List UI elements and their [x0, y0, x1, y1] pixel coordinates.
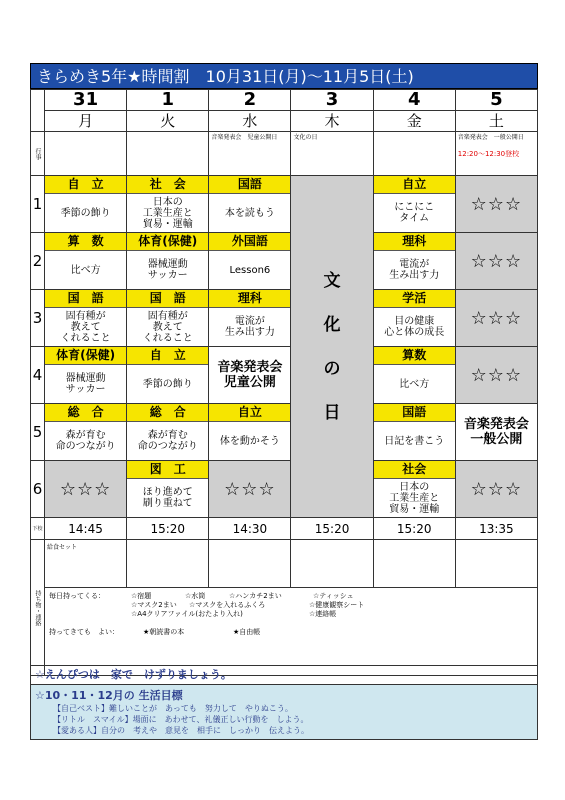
period-row: [31, 290, 538, 347]
lesson-cell: [45, 290, 127, 347]
notes-item: ★朝読書の本: [143, 628, 185, 636]
timetable-sheet: [30, 63, 538, 676]
subject-label: 算 数: [45, 233, 126, 251]
subject-label: 体育(保健): [127, 233, 208, 251]
period-row: [31, 461, 538, 518]
period-row: [31, 347, 538, 404]
period-row: [31, 233, 538, 290]
lesson-cell: [127, 347, 209, 404]
timetable: [30, 89, 538, 676]
page-title: きらめき5年★時間割 10月31日(月)～11月5日(土): [30, 63, 538, 89]
holiday-char: の: [323, 358, 341, 379]
subject-label: 外国語: [209, 233, 290, 251]
period-row: [31, 404, 538, 461]
lesson-content: 季節の飾り: [60, 207, 111, 219]
lesson-cell: [127, 461, 209, 518]
items-cell: [373, 540, 455, 588]
lesson-cell: [209, 404, 291, 461]
notes-daily-label: 毎日持ってくる：: [49, 592, 105, 600]
lesson-content: 電流が 生み出す力: [389, 259, 440, 281]
corner-cell: [31, 90, 45, 132]
notes-item: ☆マスクを入れるふくろ: [189, 601, 266, 609]
dismissal-time: 14:30: [209, 518, 291, 540]
lesson-content: 固有種が 教えて くれること: [60, 310, 111, 344]
notes-optional-label: 持ってきても よい：: [49, 628, 119, 636]
lesson-content: Lesson6: [229, 264, 271, 276]
free-period-stars: ☆☆☆: [455, 233, 537, 290]
subject-label: 社 会: [127, 176, 208, 194]
day-number: 3: [291, 90, 373, 111]
subject-label: 総 合: [45, 404, 126, 422]
notes-cell: [45, 588, 538, 676]
lesson-cell: [373, 290, 455, 347]
event-cell: [373, 132, 455, 176]
subject-label: 自立: [209, 404, 290, 422]
lesson-cell: [373, 461, 455, 518]
goals-heading: ☆10・11・12月の 生活目標: [35, 689, 183, 702]
event-text: 音楽発表会 一般公開日: [457, 134, 524, 141]
event-cell: [291, 132, 373, 176]
event-text: 音楽発表会 児童公開日: [211, 134, 278, 141]
lesson-content: 固有種が 教えて くれること: [142, 310, 193, 344]
event-text: 文化の日: [293, 134, 318, 141]
subject-label: 国語: [209, 176, 290, 194]
lesson-content: 日本の 工業生産と 貿易・運輸: [142, 196, 193, 230]
day-number: 1: [127, 90, 209, 111]
free-period-stars: ☆☆☆: [455, 347, 537, 404]
notes-item: ☆A4クリアファイル(おたより入れ): [131, 610, 243, 618]
lesson-cell: [127, 176, 209, 233]
day-number: 31: [45, 90, 127, 111]
subject-label: 図 工: [127, 461, 208, 479]
lesson-cell: [373, 404, 455, 461]
day-name-row: [31, 111, 538, 132]
goal-line: 【愛ある人】自分の 考えや 意見を 相手に しっかり 伝えよう。: [53, 726, 309, 735]
lesson-content: 器械運動 サッカー: [147, 259, 188, 281]
period-row: [31, 176, 538, 233]
subject-label: 自 立: [127, 347, 208, 365]
notes-item: ★自由帳: [233, 628, 261, 636]
lesson-content: 比べ方: [70, 264, 101, 276]
lesson-content: 体を動かそう: [219, 435, 280, 447]
event-cell: [209, 132, 291, 176]
dismissal-time: 13:35: [455, 518, 537, 540]
dismissal-row: [31, 518, 538, 540]
lesson-content: 日記を書こう: [384, 435, 445, 447]
lesson-cell: [45, 233, 127, 290]
subject-label: 国語: [374, 404, 455, 422]
free-period-stars: ☆☆☆: [455, 176, 537, 233]
holiday-cell: [291, 176, 373, 518]
lesson-cell: [127, 233, 209, 290]
dismissal-time: 15:20: [373, 518, 455, 540]
period-number: 3: [31, 290, 45, 347]
lesson-cell: [127, 290, 209, 347]
event-cell: [455, 132, 537, 176]
event-cell: [127, 132, 209, 176]
items-cell: [127, 540, 209, 588]
dismissal-time: 15:20: [127, 518, 209, 540]
day-name: 木: [291, 111, 373, 132]
free-period-stars: ☆☆☆: [455, 461, 537, 518]
event-note: 12:20～12:30登校: [457, 150, 520, 158]
items-cell: 給食セット: [45, 540, 127, 588]
subject-label: 自 立: [45, 176, 126, 194]
lesson-content: 電流が 生み出す力: [224, 316, 275, 338]
items-cell: [209, 540, 291, 588]
notes-item: ☆宿題: [131, 592, 152, 600]
free-period-stars: ☆☆☆: [209, 461, 291, 518]
goal-line: 【自己ベスト】難しいことが あっても 努力して やりぬこう。: [53, 704, 293, 713]
period-number: 4: [31, 347, 45, 404]
event-cell: [45, 132, 127, 176]
subject-label: 理科: [209, 290, 290, 308]
period-rows: [31, 176, 538, 518]
lesson-cell: [209, 233, 291, 290]
subject-label: 国 語: [45, 290, 126, 308]
event-label: 行事: [31, 132, 45, 176]
subject-label: 理科: [374, 233, 455, 251]
lesson-cell: [127, 404, 209, 461]
goal-line: 【リトル スマイル】場面に あわせて、礼儀正しい行動を しよう。: [53, 715, 309, 724]
notes-item: ☆連絡帳: [309, 610, 337, 618]
day-name: 金: [373, 111, 455, 132]
lesson-content: 器械運動 サッカー: [65, 373, 106, 395]
lesson-content: 日本の 工業生産と 貿易・運輸: [389, 481, 440, 515]
notes-item: ☆ハンカチ2まい: [229, 592, 282, 600]
notes-item: ☆水筒: [185, 592, 206, 600]
period-number: 5: [31, 404, 45, 461]
lesson-content: 目の健康 心と体の成長: [384, 316, 445, 338]
special-event-cell: 音楽発表会 児童公開: [209, 347, 291, 404]
day-name: 土: [455, 111, 537, 132]
dismissal-label: 下校: [31, 518, 45, 540]
free-period-stars: ☆☆☆: [45, 461, 127, 518]
lesson-cell: [209, 176, 291, 233]
subject-label: 社会: [374, 461, 455, 479]
subject-label: 算数: [374, 347, 455, 365]
notes-item: ☆ティッシュ: [313, 592, 354, 600]
subject-label: 総 合: [127, 404, 208, 422]
event-row: [31, 132, 538, 176]
lesson-cell: [45, 176, 127, 233]
notes-row: [31, 588, 538, 676]
day-name: 水: [209, 111, 291, 132]
day-name: 月: [45, 111, 127, 132]
holiday-char: 文: [323, 270, 341, 291]
day-number: 2: [209, 90, 291, 111]
period-number: 2: [31, 233, 45, 290]
notes-item: ☆マスク2まい: [131, 601, 177, 609]
day-number: 5: [455, 90, 537, 111]
lesson-cell: [373, 347, 455, 404]
lesson-content: 森が育む 命のつながり: [137, 430, 198, 452]
lesson-cell: [45, 347, 127, 404]
lesson-cell: [45, 404, 127, 461]
lesson-content: 森が育む 命のつながり: [55, 430, 116, 452]
day-name: 火: [127, 111, 209, 132]
dismissal-time: 15:20: [291, 518, 373, 540]
notes-item: ☆健康観察シート: [309, 601, 365, 609]
period-number: 6: [31, 461, 45, 518]
free-period-stars: ☆☆☆: [455, 290, 537, 347]
special-event-cell: 音楽発表会 一般公開: [455, 404, 537, 461]
items-row: [31, 540, 538, 588]
holiday-char: 日: [323, 402, 341, 423]
lesson-content: にこにこ タイム: [394, 202, 435, 224]
subject-label: 学活: [374, 290, 455, 308]
items-cell: [455, 540, 537, 588]
lesson-content: 比べ方: [399, 378, 430, 390]
subject-label: 国 語: [127, 290, 208, 308]
items-label: 持ち物・連絡: [31, 540, 45, 676]
lesson-content: ほり進めて 刷り重ねて: [142, 487, 193, 509]
subject-label: 体育(保健): [45, 347, 126, 365]
day-number: 4: [373, 90, 455, 111]
day-number-row: [31, 90, 538, 111]
dismissal-time: 14:45: [45, 518, 127, 540]
items-cell: [291, 540, 373, 588]
lesson-cell: [373, 176, 455, 233]
lesson-cell: [373, 233, 455, 290]
holiday-char: 化: [323, 314, 341, 335]
lesson-content: 本を読もう: [224, 207, 275, 219]
monthly-goals: [30, 684, 538, 740]
period-number: 1: [31, 176, 45, 233]
lesson-content: 季節の飾り: [142, 378, 193, 390]
lesson-cell: [209, 290, 291, 347]
subject-label: 自立: [374, 176, 455, 194]
pencil-reminder: ☆えんぴつは 家で けずりましょう。: [30, 665, 538, 684]
